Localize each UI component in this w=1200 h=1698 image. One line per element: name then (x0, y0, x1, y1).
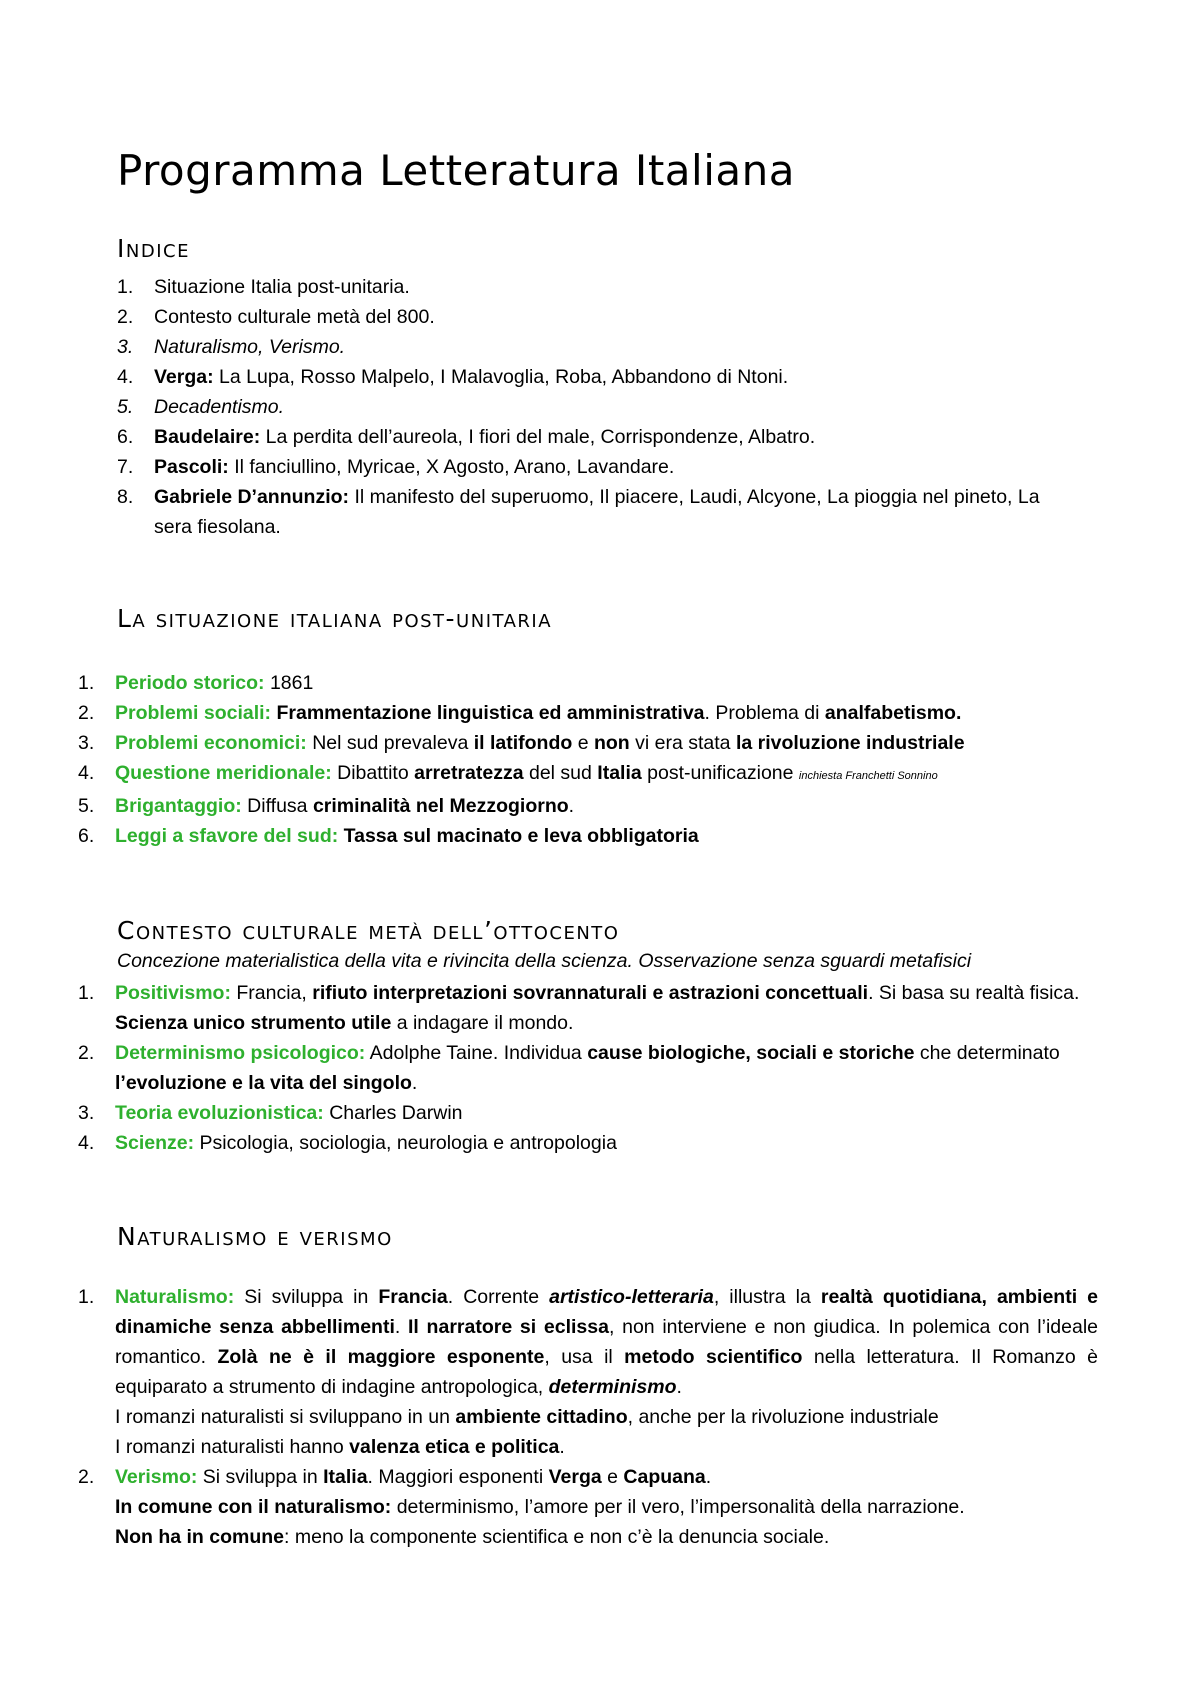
list-item: 1. Situazione Italia post-unitaria. (117, 276, 410, 298)
list-item: 6. Baudelaire: La perdita dell’aureola, I fiori del male, Corrispondenze, Albatro. (117, 426, 816, 448)
section-heading-post-unitaria: La situazione italiana post-unitaria (117, 604, 553, 633)
section-subtitle: Concezione materialistica della vita e rivincita della scienza. Osservazione senza sguardi metafisici (117, 950, 972, 972)
list-item: 2. Problemi sociali: Frammentazione linguistica ed amministrativa. Problema di analfabetismo. (78, 702, 962, 724)
list-item: 4. Questione meridionale: Dibattito arretratezza del sud Italia post-unificazione inchiesta Franchetti Sonnino (78, 762, 938, 784)
list-item: 5. Decadentismo. (117, 396, 285, 418)
list-item: 1. Naturalismo: Si sviluppa in Francia. Corrente artistico-letteraria, illustra la realtà quotidiana, ambienti e dinamiche senza abbellimenti. Il narratore si eclissa, non interviene e non giudica. In polemica con l’ideale romantico. Zolà ne è il maggiore esponente, usa il metodo scientifico nella letteratura. Il Romanzo è equiparato a strumento di indagine antropologica, determinismo. I romanzi naturalisti si sviluppano in un ambiente cittadino, anche per la rivoluzione industriale I romanzi naturalisti hanno valenza etica e politica. (78, 1286, 1098, 1458)
list-item: 2. Verismo: Si sviluppa in Italia. Maggiori esponenti Verga e Capuana. In comune con il naturalismo: determinismo, l’amore per il vero, l’impersonalità della narrazione. Non ha in comune: meno la componente scientifica e non c’è la denuncia sociale. (78, 1466, 965, 1548)
list-item: 3. Teoria evoluzionistica: Charles Darwin (78, 1102, 463, 1124)
list-item: 3. Problemi economici: Nel sud prevaleva il latifondo e non vi era stata la rivoluzione industriale (78, 732, 965, 754)
list-item: 6. Leggi a sfavore del sud: Tassa sul macinato e leva obbligatoria (78, 825, 699, 847)
list-item: 4. Scienze: Psicologia, sociologia, neurologia e antropologia (78, 1132, 617, 1154)
indice-list (117, 272, 1077, 542)
list-item: 7. Pascoli: Il fanciullino, Myricae, X Agosto, Arano, Lavandare. (117, 456, 675, 478)
list-item: 2. Contesto culturale metà del 800. (117, 306, 435, 328)
section-heading-naturalismo-verismo: Naturalismo e verismo (117, 1222, 393, 1251)
list-item: 1. Periodo storico: 1861 (78, 672, 314, 694)
naturalismo-verismo-list (78, 1282, 1098, 1552)
page-title: Programma Letteratura Italiana (117, 146, 795, 195)
list-item: 1. Positivismo: Francia, rifiuto interpretazioni sovrannaturali e astrazioni concettuali. Si basa su realtà fisica. Scienza unico strumento utile a indagare il mondo. (78, 982, 1080, 1034)
list-item: 8. Gabriele D’annunzio: Il manifesto del superuomo, Il piacere, Laudi, Alcyone, La pioggia nel pineto, La sera fiesolana. (117, 486, 1040, 538)
list-item: 5. Brigantaggio: Diffusa criminalità nel Mezzogiorno. (78, 795, 575, 817)
list-item: 3. Naturalismo, Verismo. (117, 336, 346, 358)
footnote-inchiesta: inchiesta Franchetti Sonnino (798, 770, 938, 782)
contesto-culturale-list (78, 978, 1108, 1158)
section-heading-contesto-culturale: Contesto culturale metà dell’ottocento (117, 916, 620, 945)
list-item: 4. Verga: La Lupa, Rosso Malpelo, I Malavoglia, Roba, Abbandono di Ntoni. (117, 366, 789, 388)
post-unitaria-list (78, 668, 1108, 851)
list-item: 2. Determinismo psicologico: Adolphe Taine. Individua cause biologiche, sociali e storiche che determinato l’evoluzione e la vita del singolo. (78, 1042, 1060, 1094)
indice-heading: Indice (117, 234, 190, 263)
